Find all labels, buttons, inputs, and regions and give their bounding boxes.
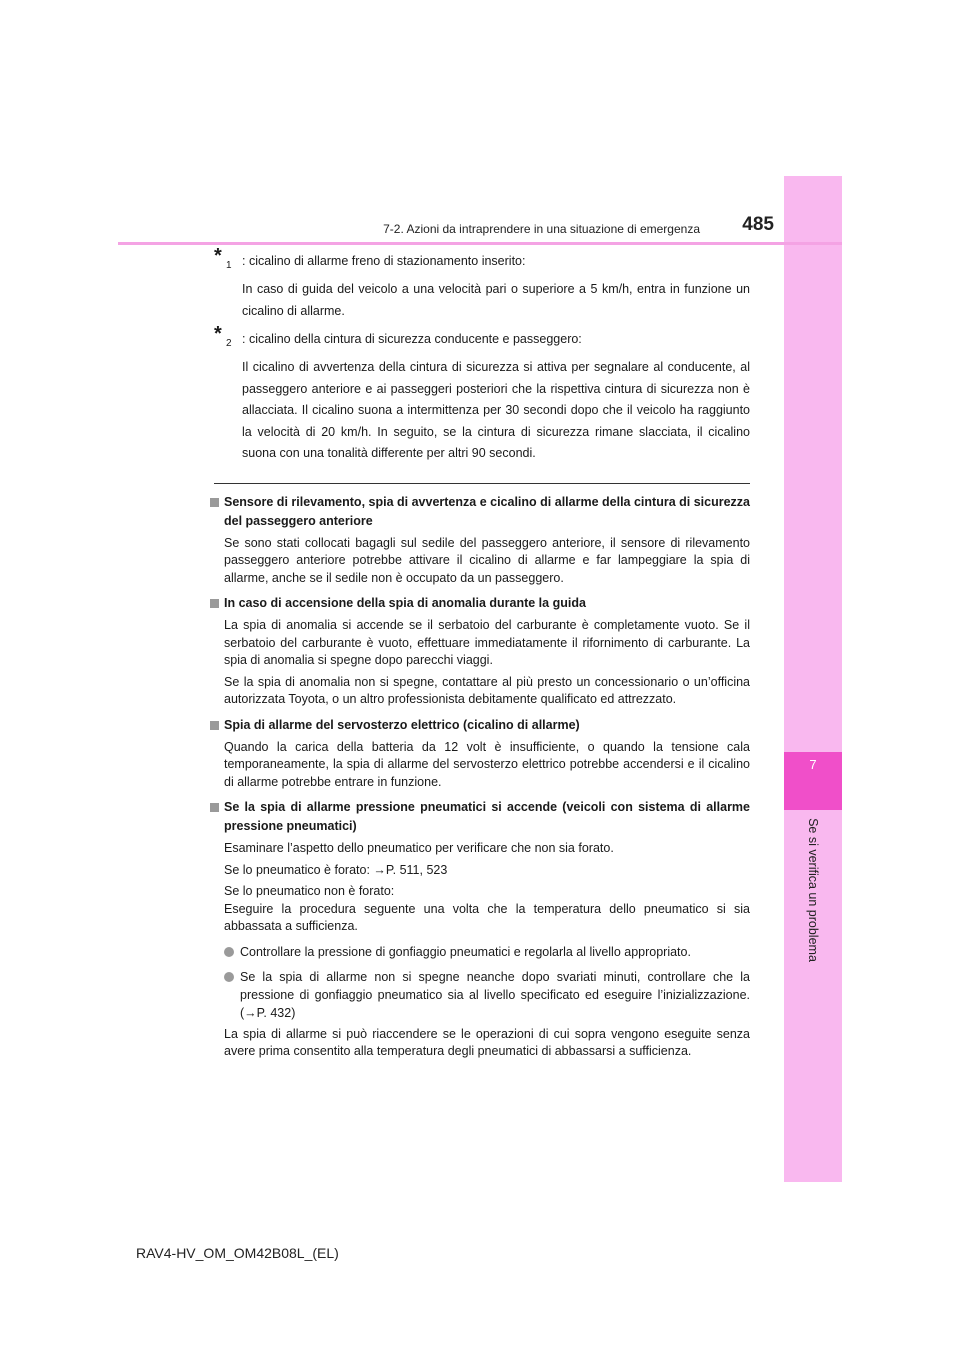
section-paragraph: Se lo pneumatico non è forato: Eseguire la procedura seguente una volta che la temperatura dello pneumatico si sia abbassata a sufficienza. [224, 884, 750, 933]
section-paragraph: La spia di anomalia si accende se il serbatoio del carburante è completamente vuoto. Se il serbatoio del carburante è vuoto, effettuare immediatamente il rifornimento di carburante. La spia di anomalia si spegne dopo parecchi viaggi. [224, 618, 750, 667]
section-paragraph: Se la spia di anomalia non si spegne, contattare al più presto un concessionario o un’officina autorizzata Toyota, o un altro professionista debitamente qualificato ed attrezzato. [224, 674, 750, 706]
footnote-1-title: * 1 : cicalino di allarme freno di stazionamento inserito: [214, 252, 750, 271]
square-bullet-icon [210, 721, 219, 730]
asterisk-icon: * [214, 245, 222, 267]
section-header-title: 7-2. Azioni da intraprendere in una situazione di emergenza [383, 222, 700, 236]
side-tab-strip [784, 176, 842, 1182]
square-bullet-icon [210, 803, 219, 812]
asterisk-icon: * [214, 323, 222, 345]
section-divider [214, 483, 750, 484]
section-paragraph: Quando la carica della batteria da 12 volt è insufficiente, o quando la tensione cala temporaneamente, la spia di allarme del servosterzo elettrico potrebbe accendersi e il cicalino di allarme potrebbe entrare in funzione. [224, 739, 750, 789]
chapter-label: Se si verifica un problema [806, 818, 820, 962]
footnote-index: 1 [226, 260, 232, 271]
section-heading: Sensore di rilevamento, spia di avvertenza e cicalino di allarme della cintura di sicurezza del passeggero anteriore [214, 493, 750, 531]
section-paragraph: La spia di allarme si può riaccendere se le operazioni di cui sopra vengono eseguite senza avere prima consentito alla temperatura degli pneumatici di abbassarsi a sufficienza. [224, 1026, 750, 1058]
bullet-item: Se la spia di allarme non si spegne neanche dopo svariati minuti, controllare che la pressione di gonfiaggio pneumatico sia al livello specificato ed eseguire l’inizializzazione. (→P. 432) [214, 968, 750, 1022]
header-rule [118, 242, 842, 245]
page-reference: Se lo pneumatico è forato: →P. 511, 523 [224, 862, 448, 877]
footnote-index: 2 [226, 338, 232, 349]
circle-bullet-icon [224, 947, 234, 957]
chapter-number: 7 [809, 757, 817, 772]
section-paragraph: Esaminare l’aspetto dello pneumatico per verificare che non sia forato. [224, 841, 614, 855]
section-paragraph: Se sono stati collocati bagagli sul sedile del passeggero anteriore, il sensore di rilevamento passeggero anteriore potrebbe attivare il cicalino di allarme e far lampeggiare la spia di allarme, anche se il sedile non è occupato da un passeggero. [224, 535, 750, 585]
circle-bullet-icon [224, 972, 234, 982]
section-heading: Se la spia di allarme pressione pneumatici si accende (veicoli con sistema di allarme pressione pneumatici) [214, 798, 750, 836]
footnote-2-title: * 2 : cicalino della cintura di sicurezza conducente e passeggero: [214, 330, 750, 349]
footnote-1-body: In caso di guida del veicolo a una velocità pari o superiore a 5 km/h, entra in funzione un cicalino di allarme. [242, 282, 750, 318]
document-code: RAV4-HV_OM_OM42B08L_(EL) [136, 1245, 339, 1261]
page-number: 485 [742, 214, 774, 235]
bullet-item: Controllare la pressione di gonfiaggio pneumatici e regolarla al livello appropriato. [214, 943, 750, 961]
page-content [214, 245, 750, 1061]
square-bullet-icon [210, 599, 219, 608]
square-bullet-icon [210, 498, 219, 507]
section-heading: In caso di accensione della spia di anomalia durante la guida [214, 594, 750, 613]
footnote-2-body: Il cicalino di avvertenza della cintura di sicurezza si attiva per segnalare al conducente, al passeggero anteriore e ai passeggeri posteriori che la rispettiva cintura di sicurezza non è allacciata. Il cicalino suona a intermittenza per 30 secondi dopo che il veicolo ha raggiunto la velocità di 20 km/h. In seguito, se la cintura di sicurezza rimane slacciata, il cicalino suona con una tonalità differente per altri 90 secondi. [242, 360, 750, 460]
section-heading: Spia di allarme del servosterzo elettrico (cicalino di allarme) [214, 716, 750, 735]
